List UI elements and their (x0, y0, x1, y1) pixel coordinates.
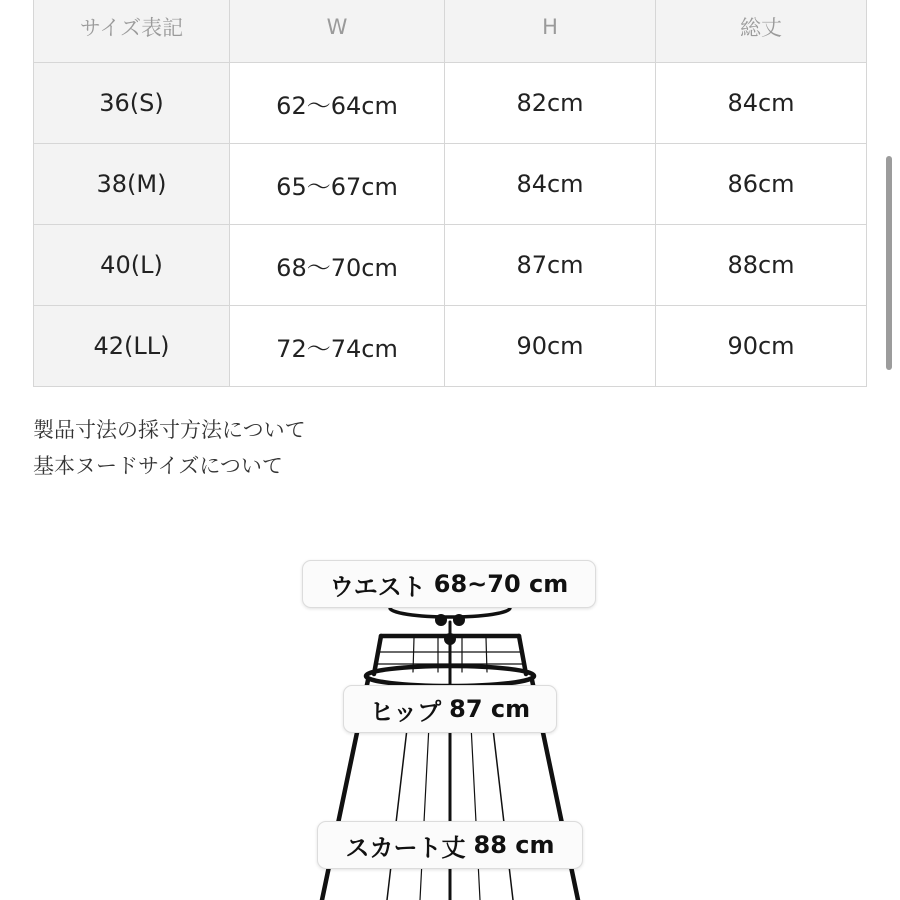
length-cell: 90cm (656, 306, 867, 387)
length-cell: 84cm (656, 63, 867, 144)
table-row (34, 306, 867, 387)
scrollbar-thumb[interactable] (886, 156, 892, 370)
size-cell: 38(M) (34, 144, 230, 225)
length-value: 88 cm (473, 831, 555, 859)
hip-cell: 84cm (445, 144, 656, 225)
hip-cell: 82cm (445, 63, 656, 144)
hip-measurement-label (343, 685, 557, 733)
waist-cell: 62〜64cm (230, 63, 445, 144)
length-cell: 88cm (656, 225, 867, 306)
waist-cell: 65〜67cm (230, 144, 445, 225)
size-cell: 40(L) (34, 225, 230, 306)
hip-cell: 90cm (445, 306, 656, 387)
table-row (34, 225, 867, 306)
size-cell: 36(S) (34, 63, 230, 144)
size-table (33, 0, 867, 387)
table-header-row (34, 0, 867, 63)
size-cell: 42(LL) (34, 306, 230, 387)
waist-value: 68~70 cm (433, 570, 569, 598)
length-cell: 86cm (656, 144, 867, 225)
length-measurement-label (317, 821, 583, 869)
waist-cell: 72〜74cm (230, 306, 445, 387)
waist-label: ウエスト (329, 572, 426, 601)
measure-method-link[interactable]: 製品寸法の採寸方法について (33, 418, 306, 442)
hip-label: ヒップ (369, 697, 442, 726)
table-row (34, 63, 867, 144)
hip-value: 87 cm (449, 695, 531, 723)
header-total-length: 総丈 (656, 0, 867, 63)
length-label: スカート丈 (345, 833, 466, 862)
skirt-diagram (0, 540, 900, 900)
waist-cell: 68〜70cm (230, 225, 445, 306)
table-row (34, 144, 867, 225)
nude-size-link[interactable]: 基本ヌードサイズについて (33, 454, 283, 478)
header-size-label: サイズ表記 (34, 0, 230, 63)
size-info-links (33, 412, 306, 484)
header-waist: W (230, 0, 445, 63)
hip-cell: 87cm (445, 225, 656, 306)
waist-measurement-label (302, 560, 596, 608)
header-hip: H (445, 0, 656, 63)
